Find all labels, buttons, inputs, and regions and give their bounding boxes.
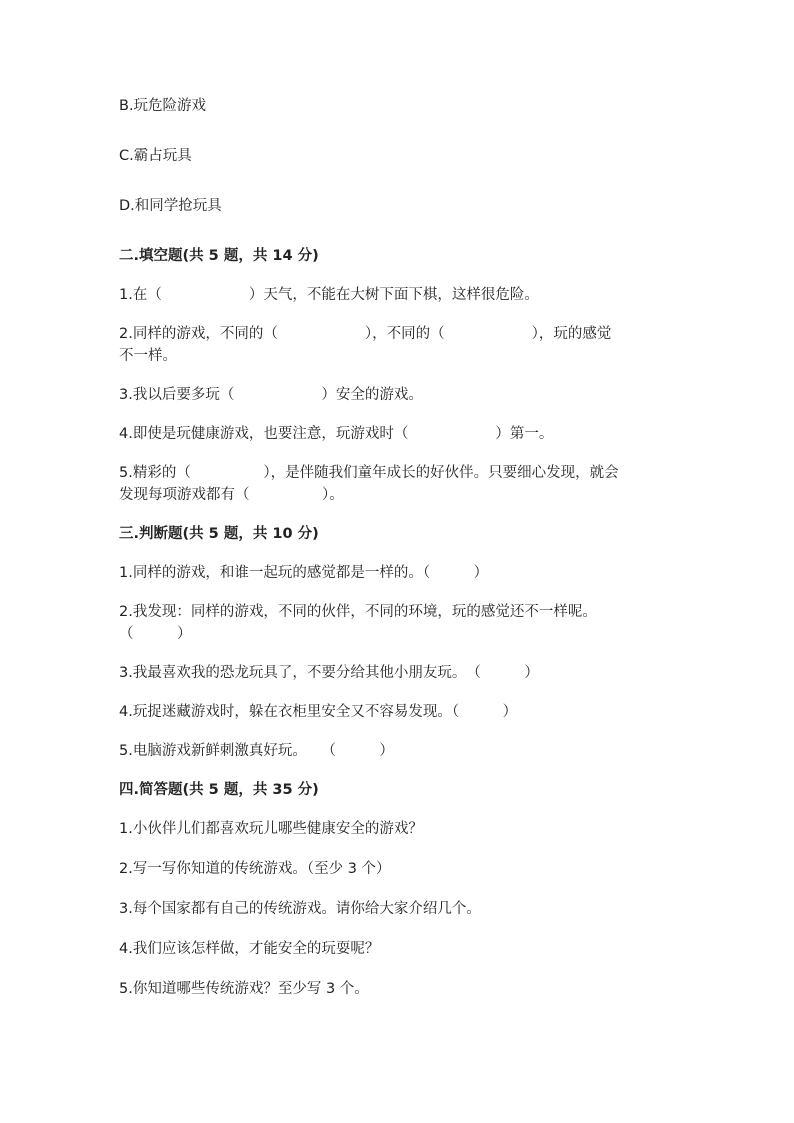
judge-question-4: 4.玩捉迷藏游戏时，躲在衣柜里安全又不容易发现。（ ）: [119, 704, 518, 720]
judge-question-2-continued: （ ）: [119, 626, 192, 642]
judge-question-2: 2.我发现：同样的游戏，不同的伙伴，不同的环境，玩的感觉还不一样呢。: [119, 604, 597, 620]
short-question-5: 5.你知道哪些传统游戏？至少写 3 个。: [119, 981, 369, 997]
section-title-true-false: 三.判断题(共 5 题，共 10 分): [119, 526, 319, 542]
short-question-2: 2.写一写你知道的传统游戏。（至少 3 个）: [119, 861, 391, 877]
fill-question-5-continued: 发现每项游戏都有（ ）。: [119, 487, 344, 503]
option-b: B.玩危险游戏: [119, 98, 207, 114]
short-question-3: 3.每个国家都有自己的传统游戏。请你给大家介绍几个。: [119, 901, 481, 917]
section-title-fill-blank: 二.填空题(共 5 题，共 14 分): [119, 248, 319, 264]
section-title-short-answer: 四.简答题(共 5 题，共 35 分): [119, 782, 319, 798]
judge-question-5: 5.电脑游戏新鲜刺激真好玩。 （ ）: [119, 743, 394, 759]
option-c: C.霸占玩具: [119, 148, 192, 164]
judge-question-3: 3.我最喜欢我的恐龙玩具了，不要分给其他小朋友玩。 （ ）: [119, 665, 539, 681]
fill-question-2: 2.同样的游戏，不同的（ ），不同的（ ），玩的感觉: [119, 326, 612, 342]
short-question-4: 4.我们应该怎样做，才能安全的玩耍呢？: [119, 941, 380, 957]
fill-question-2-continued: 不一样。: [119, 348, 177, 364]
fill-question-4: 4.即使是玩健康游戏，也要注意，玩游戏时（ ）第一。: [119, 426, 554, 442]
judge-question-1: 1.同样的游戏，和谁一起玩的感觉都是一样的。（ ）: [119, 565, 489, 581]
fill-question-1: 1.在（ ）天气，不能在大树下面下棋，这样很危险。: [119, 287, 539, 303]
fill-question-3: 3.我以后要多玩（ ）安全的游戏。: [119, 387, 423, 403]
fill-question-5: 5.精彩的（ ），是伴随我们童年成长的好伙伴。只要细心发现，就会: [119, 465, 619, 481]
option-d: D.和同学抢玩具: [119, 198, 222, 214]
short-question-1: 1.小伙伴儿们都喜欢玩儿哪些健康安全的游戏？: [119, 821, 423, 837]
